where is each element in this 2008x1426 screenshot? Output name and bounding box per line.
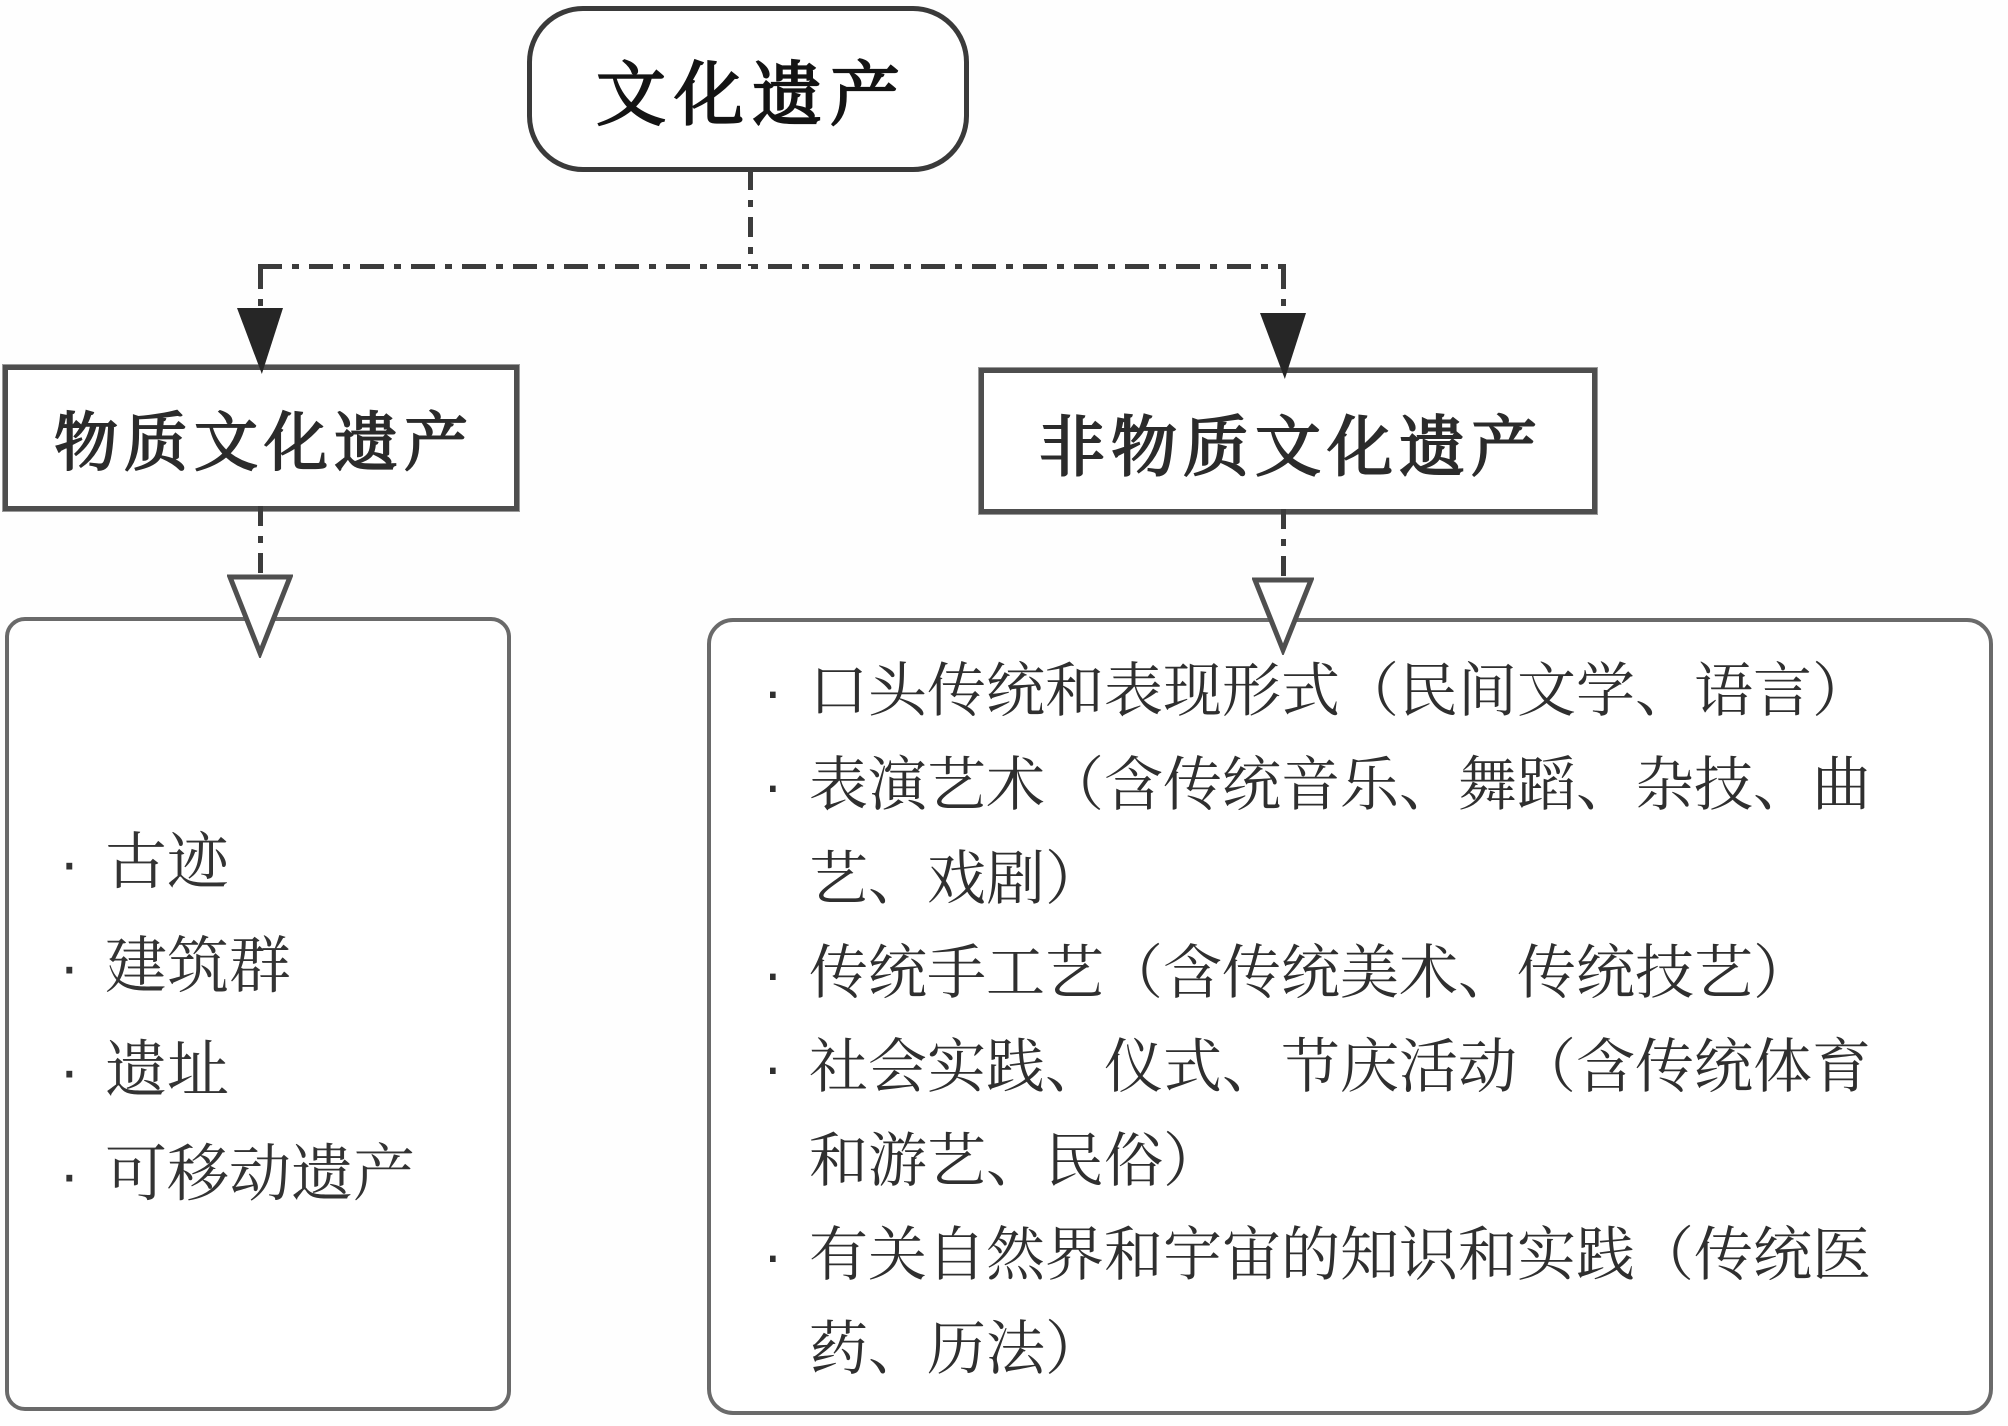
connector-right-detail-vertical bbox=[1281, 509, 1286, 577]
list-item-text bbox=[105, 1019, 497, 1123]
bullet-dot-icon: · bbox=[59, 828, 80, 897]
list-item-text bbox=[809, 1208, 1965, 1396]
bullet-dot-icon: · bbox=[763, 752, 783, 818]
list-item-line: 艺、戏剧） bbox=[809, 846, 1105, 912]
connector-left-branch-vertical bbox=[258, 269, 263, 311]
list-item-text bbox=[809, 738, 1965, 926]
list-item-text bbox=[105, 915, 497, 1019]
list-item-line: 口头传统和表现形式（民间文学、语言） bbox=[809, 658, 1872, 724]
bullet-dot-icon: · bbox=[59, 1140, 80, 1209]
list-item bbox=[59, 1019, 497, 1123]
list-item-line: 可移动遗产 bbox=[105, 1140, 416, 1209]
bullet-dot-icon: · bbox=[59, 1036, 80, 1105]
category-node-label: 非物质文化遗产 bbox=[1039, 409, 1543, 484]
list-item bbox=[59, 1123, 497, 1227]
list-item-line: 古迹 bbox=[105, 828, 230, 897]
list-item-line: 有关自然界和宇宙的知识和实践（传统医 bbox=[809, 1222, 1872, 1288]
list-item-text bbox=[809, 644, 1965, 738]
list-item-text bbox=[809, 1020, 1965, 1208]
connector-branch-horizontal bbox=[258, 264, 1286, 269]
list-item bbox=[59, 811, 497, 915]
list-item-line: 和游艺、民俗） bbox=[809, 1128, 1223, 1194]
list-item bbox=[763, 1020, 1965, 1208]
list-item bbox=[59, 915, 497, 1019]
list-item-text bbox=[105, 811, 497, 915]
category-node-tangible-heritage bbox=[3, 365, 519, 511]
bullet-dot-icon: · bbox=[59, 932, 80, 1001]
category-node-intangible-heritage bbox=[979, 368, 1597, 514]
bullet-dot-icon: · bbox=[763, 940, 783, 1006]
list-item-line: 表演艺术（含传统音乐、舞蹈、杂技、曲 bbox=[809, 752, 1872, 818]
root-node-cultural-heritage bbox=[527, 6, 969, 172]
bullet-dot-icon: · bbox=[763, 1222, 783, 1288]
connector-left-detail-vertical bbox=[258, 506, 263, 574]
list-item-line: 建筑群 bbox=[105, 932, 292, 1001]
bullet-dot-icon: · bbox=[763, 1034, 783, 1100]
list-item bbox=[763, 738, 1965, 926]
list-item-line: 遗址 bbox=[105, 1036, 230, 1105]
list-item-text bbox=[809, 926, 1965, 1020]
connector-root-vertical bbox=[748, 170, 753, 266]
root-node-label: 文化遗产 bbox=[596, 55, 908, 134]
connector-right-branch-vertical bbox=[1281, 269, 1286, 317]
detail-list-tangible-heritage bbox=[5, 617, 511, 1411]
list-item-line: 药、历法） bbox=[809, 1316, 1105, 1382]
list-item-line: 社会实践、仪式、节庆活动（含传统体育 bbox=[809, 1034, 1872, 1100]
arrow-down-open-icon bbox=[1252, 575, 1314, 655]
arrow-down-open-icon bbox=[227, 572, 293, 658]
list-item-line: 传统手工艺（含传统美术、传统技艺） bbox=[809, 940, 1813, 1006]
bullet-dot-icon: · bbox=[763, 658, 783, 724]
list-item-text bbox=[105, 1123, 497, 1227]
list-item bbox=[763, 926, 1965, 1020]
list-item bbox=[763, 644, 1965, 738]
list-item bbox=[763, 1208, 1965, 1396]
detail-list-intangible-heritage bbox=[707, 618, 1993, 1415]
category-node-label: 物质文化遗产 bbox=[54, 407, 474, 479]
